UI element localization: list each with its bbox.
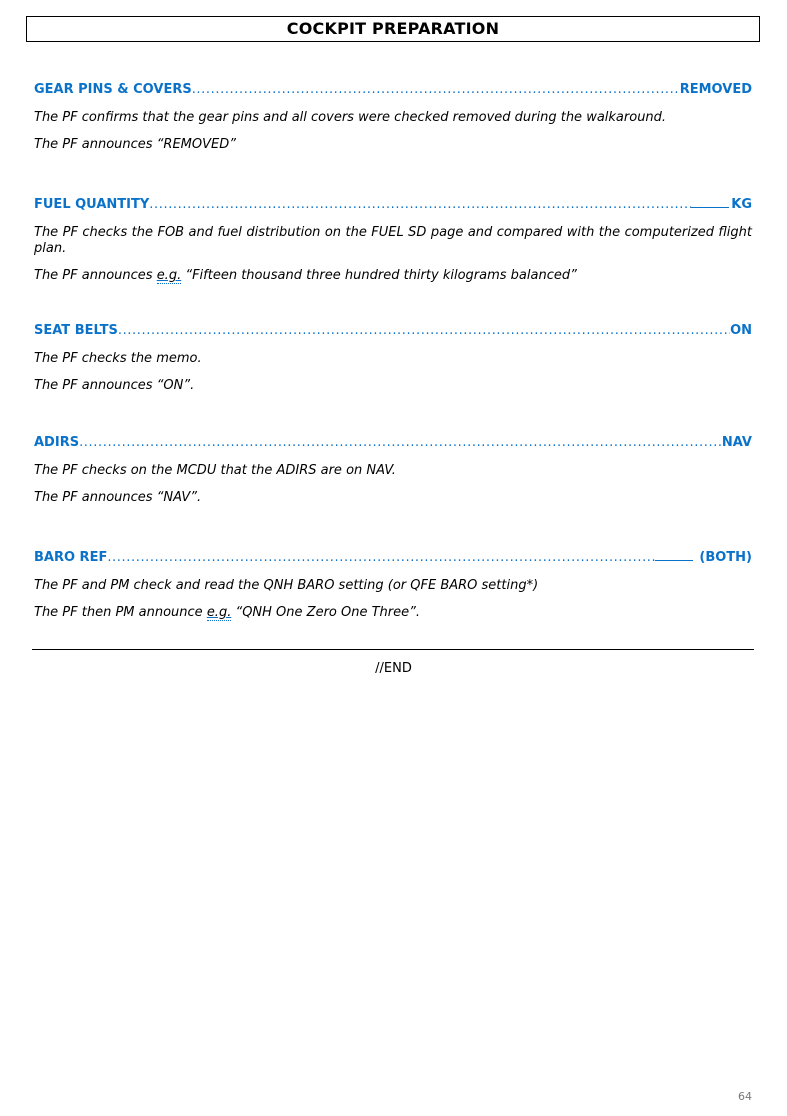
item-description: The PF checks on the MCDU that the ADIRS are on NAV. [34,463,396,478]
item-header [34,435,752,451]
item-label: SEAT BELTS [34,323,118,338]
item-value: ON [730,323,752,338]
end-marker: //END [375,661,412,676]
item-value: (BOTH) [694,550,752,565]
item-announcement: The PF announces “ON”. [34,378,195,393]
checklist-item-fuel-quantity [34,195,752,284]
section-divider [32,649,754,650]
leader-dots [192,82,680,98]
leader-dots [79,435,722,451]
item-label: GEAR PINS & COVERS [34,82,192,97]
page-title-box [26,16,760,42]
checklist-item-adirs [34,435,752,506]
page-number: 64 [738,1090,752,1103]
item-value: KG [731,197,752,212]
item-announcement: The PF announces “NAV”. [34,490,202,505]
fill-in-blank [691,195,729,208]
leader-dots [118,323,730,339]
checklist-item-gear-pins [34,82,752,153]
item-label: FUEL QUANTITY [34,197,150,212]
item-description: The PF and PM check and read the QNH BARO setting (or QFE BARO setting*) [34,578,539,593]
item-description: The PF confirms that the gear pins and all covers were checked removed during the walkaround. [34,110,667,125]
item-label: BARO REF [34,550,108,565]
item-announcement [34,605,752,621]
item-header [34,323,752,339]
item-value: NAV [721,435,752,450]
item-header [34,548,752,566]
eg-link[interactable]: e.g. [206,605,232,620]
announcement-prefix: The PF announces [34,268,157,283]
item-header [34,195,752,213]
item-value-with-blank [691,195,752,213]
leader-dots [149,197,691,213]
checklist-item-baro-ref [34,548,752,621]
item-label: ADIRS [34,435,80,450]
page-title: COCKPIT PREPARATION [286,19,500,38]
item-value-with-blank [655,548,752,566]
checklist-item-seat-belts [34,323,752,394]
item-description: The PF checks the memo. [34,351,202,366]
announcement-prefix: The PF then PM announce [34,605,207,620]
leader-dots [107,550,655,566]
announcement-example: “QNH One Zero One Three”. [231,605,420,620]
item-value: REMOVED [679,82,752,97]
announcement-example: “Fifteen thousand three hundred thirty kilograms balanced” [181,268,577,283]
item-announcement: The PF announces “REMOVED” [34,137,236,152]
item-description: The PF checks the FOB and fuel distribution on the FUEL SD page and compared with the computerized flight plan. [34,225,752,256]
eg-link[interactable]: e.g. [156,268,182,283]
fill-in-blank [655,548,693,561]
item-header [34,82,752,98]
item-announcement [34,268,752,284]
